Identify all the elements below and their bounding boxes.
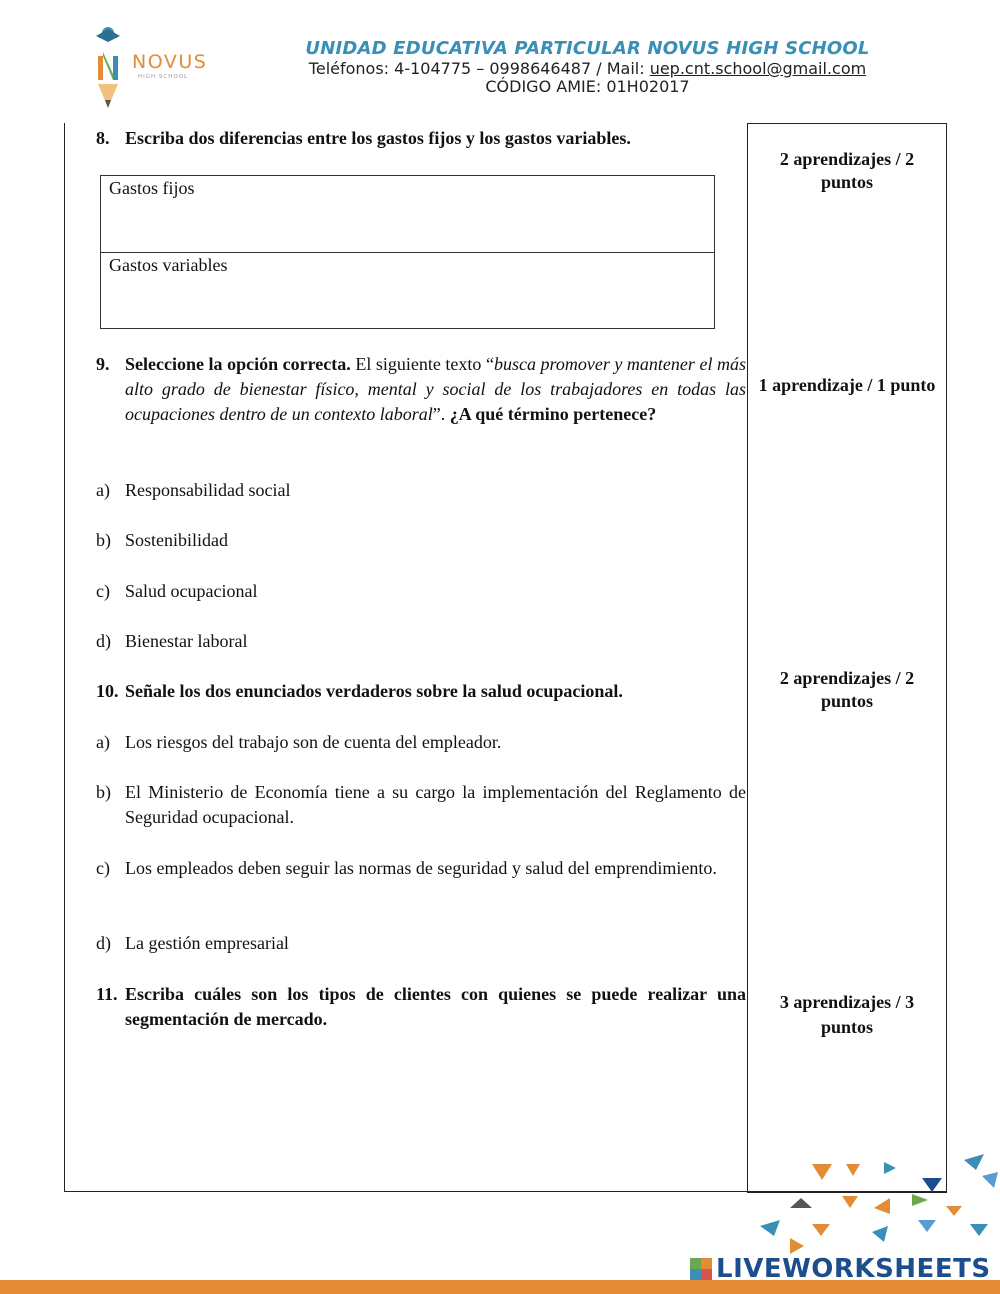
score-q8 xyxy=(748,148,946,194)
option-a[interactable] xyxy=(96,730,746,755)
score-line: puntos xyxy=(820,1017,874,1037)
score-q11 xyxy=(748,990,946,1040)
lead-text: El siguiente texto “ xyxy=(350,354,494,374)
triangle-decoration xyxy=(750,1150,1000,1260)
decorative-triangles-graphic xyxy=(750,1150,1000,1260)
option-d[interactable] xyxy=(96,931,746,956)
option-text: Bienestar laboral xyxy=(125,631,248,651)
liveworksheets-brand-text: LIVEWORKSHEETS xyxy=(716,1254,991,1284)
quote-close: ”. xyxy=(432,404,450,424)
instruction: Seleccione la opción correcta. xyxy=(125,354,351,374)
question-prompt: ¿A qué término pertenece? xyxy=(449,404,657,424)
score-line: 2 aprendizajes / 2 xyxy=(779,149,915,169)
question-text: Escriba cuáles son los tipos de clientes con quienes se puede realizar una segmentación de mercado. xyxy=(125,984,746,1029)
question-11 xyxy=(96,982,746,1032)
question-8 xyxy=(96,126,746,151)
option-c[interactable] xyxy=(96,579,746,604)
score-line: 1 aprendizaje / 1 punto xyxy=(758,375,936,395)
contact-phones: Teléfonos: 4-104775 – 0998646487 / Mail: xyxy=(308,59,650,78)
score-q10 xyxy=(748,667,946,713)
option-letter: c) xyxy=(96,581,110,601)
option-text: El Ministerio de Economía tiene a su cargo la implementación del Reglamento de Seguridad ocupacional. xyxy=(125,782,746,827)
score-q9 xyxy=(748,374,946,397)
score-line: 3 aprendizajes / 3 xyxy=(779,992,915,1012)
question-text: Escriba dos diferencias entre los gastos fijos y los gastos variables. xyxy=(125,128,631,148)
liveworksheets-badge-icon xyxy=(690,1258,712,1280)
score-line: puntos xyxy=(820,172,874,192)
option-text: Los riesgos del trabajo son de cuenta del empleador. xyxy=(125,732,502,752)
question-number: 9. xyxy=(96,354,110,374)
school-name: UNIDAD EDUCATIVA PARTICULAR NOVUS HIGH SCHOOL xyxy=(305,38,870,59)
option-d[interactable] xyxy=(96,629,746,654)
option-text: Salud ocupacional xyxy=(125,581,258,601)
variable-expenses-row[interactable] xyxy=(101,252,714,329)
question-number: 8. xyxy=(96,128,110,148)
school-logo xyxy=(88,22,218,114)
score-line: puntos xyxy=(820,691,874,711)
novus-logo-graphic xyxy=(88,22,218,114)
option-text: Sostenibilidad xyxy=(125,530,228,550)
option-letter: b) xyxy=(96,782,111,802)
option-letter: d) xyxy=(96,933,111,953)
fixed-expenses-row[interactable] xyxy=(101,176,714,252)
question-number: 11. xyxy=(96,984,118,1004)
contact-line xyxy=(225,59,950,78)
amie-code: CÓDIGO AMIE: 01H02017 xyxy=(485,77,690,96)
option-letter: a) xyxy=(96,480,110,500)
option-b[interactable] xyxy=(96,780,746,830)
option-text: Los empleados deben seguir las normas de seguridad y salud del emprendimiento. xyxy=(125,858,717,878)
contact-email-link[interactable]: uep.cnt.school@gmail.com xyxy=(649,59,867,78)
score-line: 2 aprendizajes / 2 xyxy=(779,668,915,688)
option-text: Responsabilidad social xyxy=(125,480,291,500)
option-letter: b) xyxy=(96,530,111,550)
option-b[interactable] xyxy=(96,528,746,553)
question-9 xyxy=(96,352,746,427)
quoted-definition: busca promover y mantener el más alto grado de bienestar físico, mental y social de los trabajadores en todas las ocupaciones dentro de un contexto laboral xyxy=(125,354,747,424)
frame-left-border xyxy=(64,123,65,1192)
liveworksheets-logo[interactable] xyxy=(690,1254,991,1284)
option-letter: a) xyxy=(96,732,110,752)
question-10 xyxy=(96,679,746,704)
option-text: La gestión empresarial xyxy=(125,933,289,953)
expenses-table xyxy=(100,175,715,329)
option-letter: c) xyxy=(96,858,110,878)
option-c[interactable] xyxy=(96,856,746,881)
svg-text:HIGH SCHOOL: HIGH SCHOOL xyxy=(138,74,189,80)
svg-text:NOVUS: NOVUS xyxy=(132,51,208,73)
option-letter: d) xyxy=(96,631,111,651)
option-a[interactable] xyxy=(96,478,746,503)
question-text xyxy=(125,352,746,427)
question-number: 10. xyxy=(96,681,119,701)
table-cell-label: Gastos fijos xyxy=(109,178,195,198)
question-text: Señale los dos enunciados verdaderos sobre la salud ocupacional. xyxy=(125,681,623,701)
table-cell-label: Gastos variables xyxy=(109,255,228,275)
